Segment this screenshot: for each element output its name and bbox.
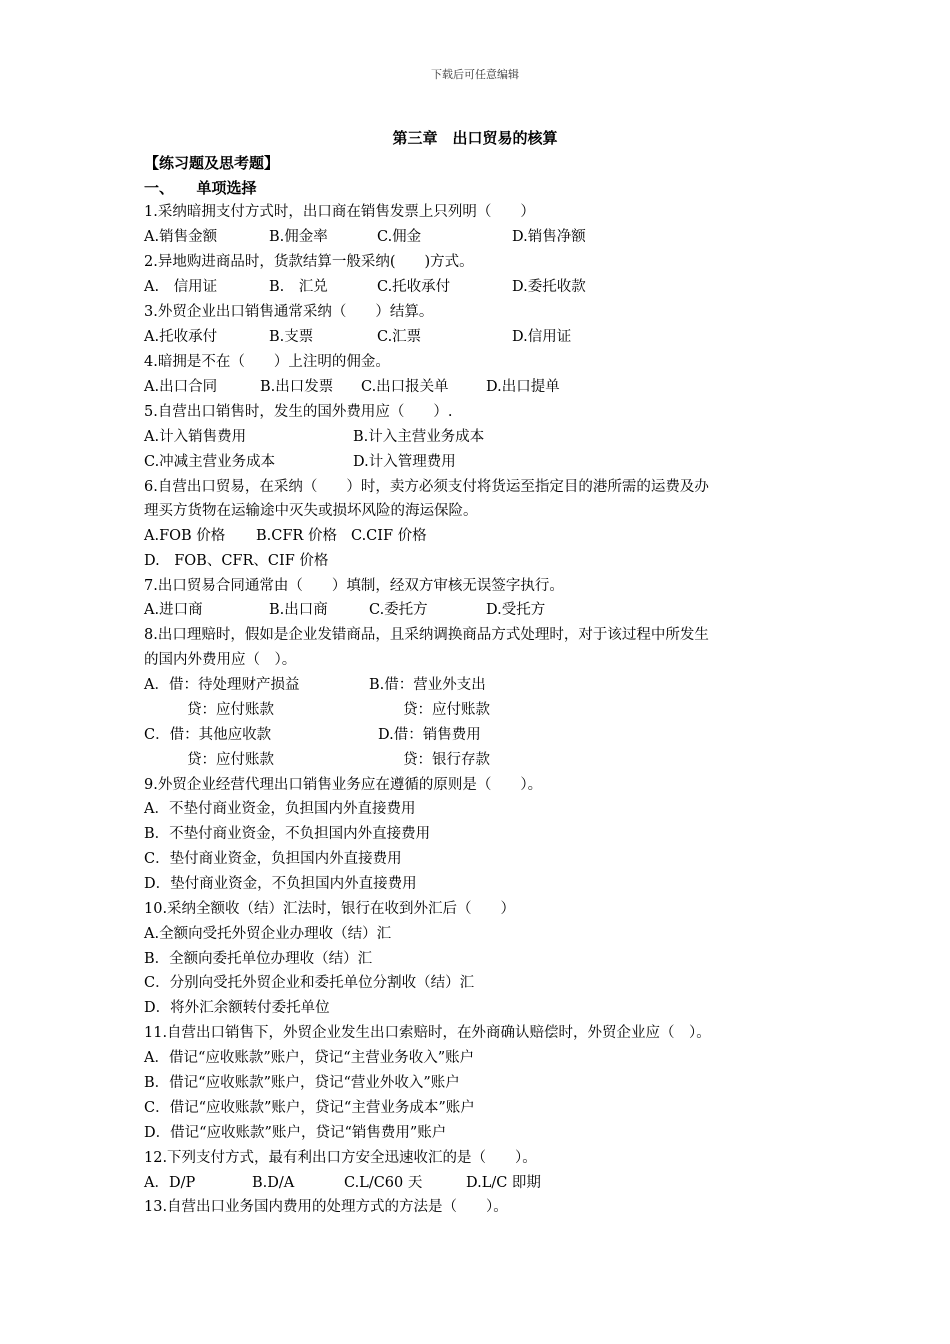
question-11-option-d: D．借记“应收账款”账户，贷记“销售费用”账户 bbox=[144, 1125, 447, 1141]
option-d: D.L/C 即期 bbox=[466, 1175, 541, 1191]
section-heading: 【练习题及思考题】 bbox=[144, 154, 280, 172]
option-a: A.进口商 bbox=[144, 602, 203, 618]
question-9-option-c: C．垫付商业资金，负担国内外直接费用 bbox=[144, 851, 402, 867]
question-9-option-d: D．垫付商业资金，不负担国内外直接费用 bbox=[144, 876, 417, 892]
part-heading: 一、 单项选择 bbox=[144, 179, 257, 197]
question-10-option-a: A.全额向受托外贸企业办理收（结）汇 bbox=[144, 926, 392, 942]
option-a: A.出口合同 bbox=[144, 379, 218, 395]
question-10-option-c: C．分别向受托外贸企业和委托单位分割收（结）汇 bbox=[144, 975, 475, 991]
question-1: 1.采纳暗拥支付方式时，出口商在销售发票上只列明（ ） bbox=[144, 204, 535, 220]
option-a: A. 信用证 bbox=[144, 279, 218, 295]
option-b: B.支票 bbox=[269, 329, 314, 345]
chapter-title: 第三章 出口贸易的核算 bbox=[392, 129, 558, 147]
option-c: C.托收承付 bbox=[377, 279, 451, 295]
question-11-option-a: A．借记“应收账款”账户，贷记“主营业务收入”账户 bbox=[144, 1050, 475, 1066]
question-11-option-b: B．借记“应收账款”账户，贷记“营业外收入”账户 bbox=[144, 1075, 460, 1091]
question-13: 13.自营出口业务国内费用的处理方式的方法是（ ）。 bbox=[144, 1199, 508, 1215]
question-11: 11.自营出口销售下，外贸企业发生出口索赔时，在外商确认赔偿时，外贸企业应（ ）。 bbox=[144, 1025, 711, 1041]
option-d: D.信用证 bbox=[512, 329, 572, 345]
option-a: A.FOB 价格 bbox=[144, 528, 226, 544]
option-b: B.出口商 bbox=[269, 602, 328, 618]
question-8-line-1: 8.出口理赔时，假如是企业发错商品，且采纳调换商品方式处理时，对于该过程中所发生 bbox=[144, 627, 709, 643]
option-a-credit: 贷：应付账款 bbox=[187, 702, 274, 718]
option-b: B.佣金率 bbox=[269, 229, 328, 245]
page-header: 下载后可任意编辑 bbox=[431, 68, 519, 81]
option-c: C.出口报关单 bbox=[361, 379, 449, 395]
option-b: B. 汇兑 bbox=[269, 279, 328, 295]
option-b-credit: 贷：应付账款 bbox=[403, 702, 490, 718]
question-12: 12.下列支付方式，最有利出口方安全迅速收汇的是（ ）。 bbox=[144, 1150, 537, 1166]
option-a: A.托收承付 bbox=[144, 329, 218, 345]
question-8-line-2: 的国内外费用应（ ）。 bbox=[144, 652, 297, 668]
question-9-option-a: A．不垫付商业资金，负担国内外直接费用 bbox=[144, 801, 416, 817]
option-d: D.销售净额 bbox=[512, 229, 586, 245]
question-5: 5.自营出口销售时，发生的国外费用应（ ）. bbox=[144, 404, 453, 420]
option-c: C.汇票 bbox=[377, 329, 422, 345]
option-c: C.L/C60 天 bbox=[344, 1175, 423, 1191]
option-a: A.销售金额 bbox=[144, 229, 218, 245]
option-a: A．D/P bbox=[144, 1175, 196, 1191]
option-d-credit: 贷：银行存款 bbox=[403, 752, 490, 768]
option-d: D.出口提单 bbox=[486, 379, 560, 395]
option-d: D.委托收款 bbox=[512, 279, 586, 295]
option-c: C.委托方 bbox=[369, 602, 428, 618]
option-d: D.计入管理费用 bbox=[353, 454, 456, 470]
question-7: 7.出口贸易合同通常由（ ）填制，经双方审核无误签字执行。 bbox=[144, 578, 564, 594]
option-a: A．借：待处理财产损益 bbox=[144, 677, 300, 693]
option-b: B.出口发票 bbox=[260, 379, 334, 395]
question-10-option-b: B．全额向委托单位办理收（结）汇 bbox=[144, 951, 373, 967]
option-c: C.冲减主营业务成本 bbox=[144, 454, 276, 470]
option-d: D.受托方 bbox=[486, 602, 546, 618]
option-c-credit: 贷：应付账款 bbox=[187, 752, 274, 768]
option-b: B.计入主营业务成本 bbox=[353, 429, 485, 445]
option-b: B.借：营业外支出 bbox=[369, 677, 486, 693]
option-b: B.CFR 价格 bbox=[256, 528, 337, 544]
question-3: 3.外贸企业出口销售通常采纳（ ）结算。 bbox=[144, 304, 434, 320]
question-4: 4.暗拥是不在（ ）上注明的佣金。 bbox=[144, 354, 390, 370]
question-10: 10.采纳全额收（结）汇法时，银行在收到外汇后（ ） bbox=[144, 901, 516, 917]
option-a: A.计入销售费用 bbox=[144, 429, 247, 445]
option-d: D.借：销售费用 bbox=[378, 727, 481, 743]
question-6-line-1: 6.自营出口贸易，在采纳（ ）时，卖方必须支付将货运至指定目的港所需的运费及办 bbox=[144, 479, 709, 495]
question-9: 9.外贸企业经营代理出口销售业务应在遵循的原则是（ ）。 bbox=[144, 777, 543, 793]
option-b: B.D/A bbox=[252, 1175, 295, 1191]
question-2: 2.异地购进商品时，货款结算一般采纳( )方式。 bbox=[144, 254, 474, 270]
question-10-option-d: D．将外汇余额转付委托单位 bbox=[144, 1000, 330, 1016]
question-6-option-d: D. FOB、CFR、CIF 价格 bbox=[144, 553, 329, 569]
question-11-option-c: C．借记“应收账款”账户，贷记“主营业务成本”账户 bbox=[144, 1100, 475, 1116]
option-c: C.CIF 价格 bbox=[351, 528, 427, 544]
option-c: C．借：其他应收款 bbox=[144, 727, 272, 743]
option-c: C.佣金 bbox=[377, 229, 422, 245]
question-9-option-b: B．不垫付商业资金，不负担国内外直接费用 bbox=[144, 826, 431, 842]
question-6-line-2: 理买方货物在运输途中灭失或损坏风险的海运保险。 bbox=[144, 503, 478, 519]
